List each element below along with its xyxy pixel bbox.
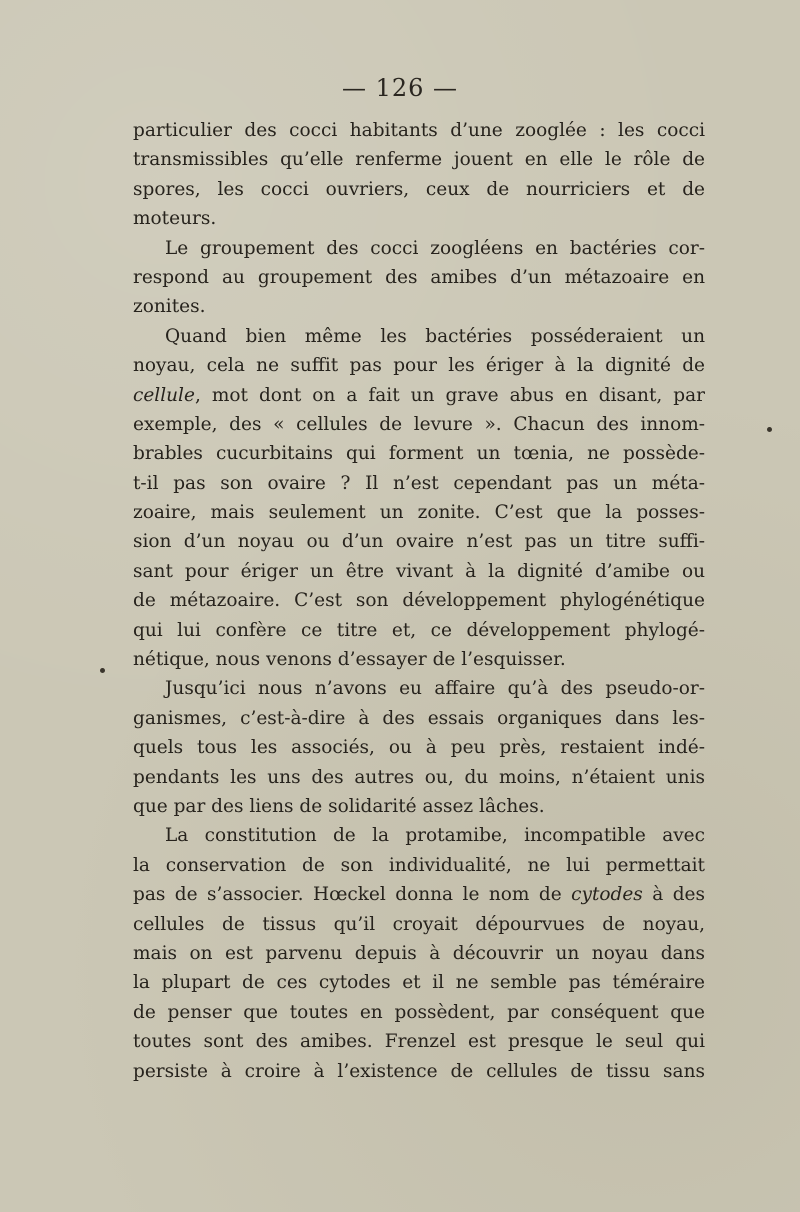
text-line: respond au groupement des amibes d’un métazoaire en	[133, 266, 705, 288]
text-line: ganismes, c’est-à-dire à des essais organiques dans les-	[133, 707, 705, 729]
text-line: La constitution de la protamibe, incompatible avec	[165, 825, 705, 847]
text-line: noyau, cela ne suffit pas pour les ériger à la dignité de	[133, 355, 705, 377]
text-line: sant pour ériger un être vivant à la dignité d’amibe ou	[133, 560, 705, 582]
text-line: mais on est parvenu depuis à découvrir un noyau dans	[133, 942, 705, 964]
text-line: la conservation de son individualité, ne lui permettait	[133, 854, 705, 876]
text-line: pendants les uns des autres ou, du moins, n’étaient unis	[133, 766, 705, 788]
text-line: cellule, mot dont on a fait un grave abus en disant, par	[133, 384, 705, 406]
text-line: Jusqu’ici nous n’avons eu affaire qu’à des pseudo-or-	[165, 678, 705, 700]
text-line: de métazoaire. C’est son développement phylogénétique	[133, 590, 705, 612]
text-line: pas de s’associer. Hœckel donna le nom de cytodes à des	[133, 884, 705, 906]
text-line: de penser que toutes en possèdent, par conséquent que	[133, 1001, 705, 1023]
text-line: sion d’un noyau ou d’un ovaire n’est pas un titre suffi-	[133, 531, 705, 553]
text-line: nétique, nous venons d’essayer de l’esquisser.	[133, 649, 566, 671]
page-number: — 126 —	[341, 74, 459, 102]
italic-term: cellule	[133, 384, 195, 406]
text-line: toutes sont des amibes. Frenzel est presque le seul qui	[133, 1031, 705, 1053]
text-line: cellules de tissus qu’il croyait dépourvues de noyau,	[133, 913, 705, 935]
text-line: persiste à croire à l’existence de cellules de tissu sans	[133, 1060, 705, 1082]
body-text	[133, 116, 705, 1086]
text-line: t-il pas son ovaire ? Il n’est cependant pas un méta-	[133, 472, 705, 494]
paper-speck	[767, 427, 772, 432]
text-line: transmissibles qu’elle renferme jouent en elle le rôle de	[133, 149, 705, 171]
text-line: la plupart de ces cytodes et il ne semble pas téméraire	[133, 972, 705, 994]
text-line: particulier des cocci habitants d’une zooglée : les cocci	[133, 120, 705, 141]
text-line: brables cucurbitains qui forment un tœnia, ne possède-	[133, 443, 705, 465]
text-line: Le groupement des cocci zoogléens en bactéries cor-	[165, 237, 705, 259]
text-line: quels tous les associés, ou à peu près, restaient indé-	[133, 737, 705, 759]
text-line: spores, les cocci ouvriers, ceux de nourriciers et de	[133, 178, 705, 200]
paper-speck	[100, 668, 105, 673]
italic-term: cytodes	[571, 884, 643, 906]
text-line: moteurs.	[133, 208, 217, 230]
text-line: qui lui confère ce titre et, ce développement phylogé-	[133, 619, 705, 641]
text-line: Quand bien même les bactéries posséderaient un	[165, 325, 705, 347]
text-line: que par des liens de solidarité assez lâches.	[133, 795, 545, 817]
text-line: zonites.	[133, 296, 206, 318]
text-line: zoaire, mais seulement un zonite. C’est que la posses-	[133, 502, 705, 524]
text-line: exemple, des « cellules de levure ». Chacun des innom-	[133, 413, 705, 435]
